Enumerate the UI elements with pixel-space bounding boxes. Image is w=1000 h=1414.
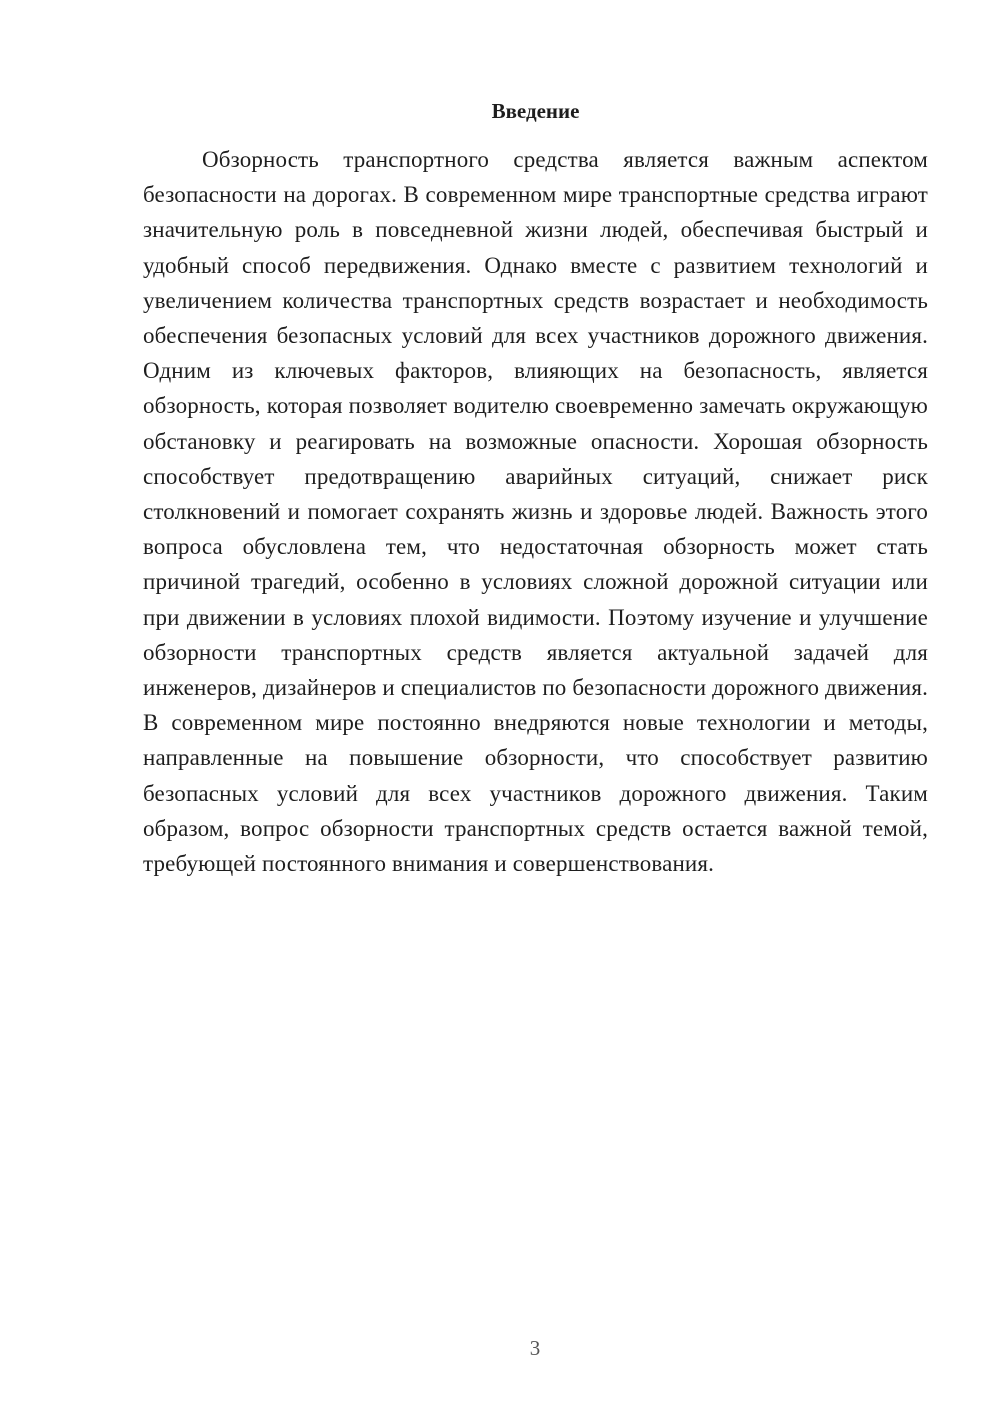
- section-heading: Введение: [491, 99, 580, 123]
- introduction-paragraph: Обзорность транспортного средства является важным аспектом безопасности на дорогах. В современном мире транспортные средства играют значительную роль в повседневной жизни людей, обеспечивая быстрый и удобный способ передвижения. Однако вместе с развитием технологий и увеличением количества транспортных средств возрастает и необходимость обеспечения безопасных условий для всех участников дорожного движения. Одним из ключевых факторов, влияющих на безопасность, является обзорность, которая позволяет водителю своевременно замечать окружающую обстановку и реагировать на возможные опасности. Хорошая обзорность способствует предотвращению аварийных ситуаций, снижает риск столкновений и помогает сохранять жизнь и здоровье людей. Важность этого вопроса обусловлена тем, что недостаточная обзорность может стать причиной трагедий, особенно в условиях сложной дорожной ситуации или при движении в условиях плохой видимости. Поэтому изучение и улучшение обзорности транспортных средств является актуальной задачей для инженеров, дизайнеров и специалистов по безопасности дорожного движения. В современном мире постоянно внедряются новые технологии и методы, направленные на повышение обзорности, что способствует развитию безопасных условий для всех участников дорожного движения. Таким образом, вопрос обзорности транспортных средств остается важной темой, требующей постоянного внимания и совершенствования.: [143, 147, 928, 877]
- page-number: 3: [529, 1336, 541, 1360]
